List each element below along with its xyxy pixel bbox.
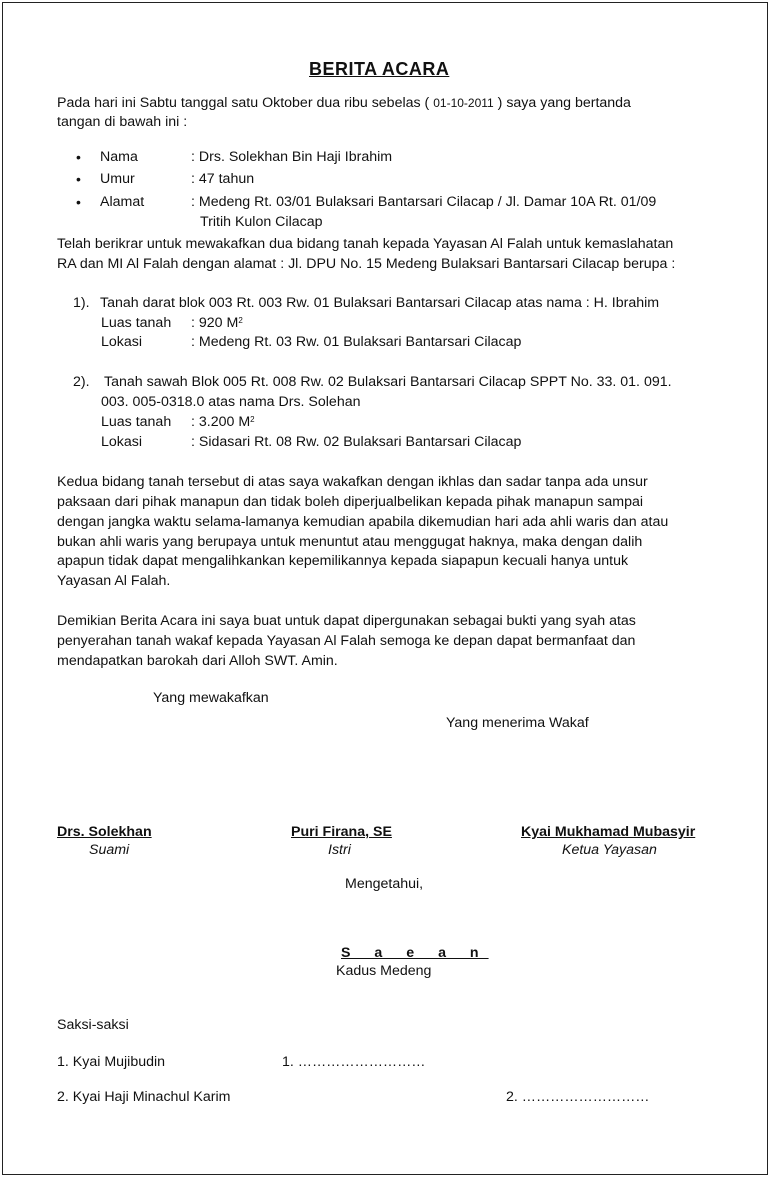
para2-line: mendapatkan barokah dari Alloh SWT. Amin. — [57, 653, 338, 669]
land-2-location-label: Lokasi — [101, 434, 143, 450]
intro-text-b: ) saya yang bertanda — [493, 95, 631, 111]
land-2-area-text: : 3.200 M — [191, 414, 251, 430]
bullet-icon: • — [76, 171, 81, 187]
land-2-description: Tanah sawah Blok 005 Rt. 008 Rw. 02 Bulaksari Bantarsari Cilacap SPPT No. 33. 01. 091. — [104, 374, 672, 390]
witness-1-name: 1. Kyai Mujibudin — [57, 1054, 166, 1070]
witness-2-name: 2. Kyai Haji Minachul Karim — [57, 1089, 231, 1105]
land-1-description: Tanah darat blok 003 Rt. 003 Rw. 01 Bulaksari Bantarsari Cilacap atas nama : H. Ibrahim — [100, 295, 660, 311]
signatory-3-name: Kyai Mukhamad Mubasyir — [521, 824, 696, 840]
land-2-location-value: : Sidasari Rt. 08 Rw. 02 Bulaksari Bantarsari Cilacap — [191, 434, 522, 450]
giver-label: Yang mewakafkan — [153, 690, 269, 706]
para1-line: paksaan dari pihak manapun dan tidak boleh diperjualbelikan kepada pihak manapun sampai — [57, 494, 644, 510]
land-2-area-sup: 2 — [250, 415, 255, 424]
land-1-area-sup: 2 — [238, 316, 243, 325]
land-2-area-label: Luas tanah — [101, 414, 172, 430]
identity-label-age: Umur — [100, 171, 135, 187]
intro-line-1 — [57, 94, 631, 112]
identity-label-name: Nama — [100, 149, 138, 165]
land-2-number: 2). — [73, 374, 90, 390]
signatory-3-role: Ketua Yayasan — [562, 842, 657, 858]
signatory-1-name: Drs. Solekhan — [57, 824, 152, 840]
witness-1-sign: 1. ……………………… — [282, 1054, 426, 1070]
signatory-1-role: Suami — [89, 842, 130, 858]
para1-line: Yayasan Al Falah. — [57, 573, 171, 589]
land-2-description-2: 003. 005-0318.0 atas nama Drs. Solehan — [101, 394, 361, 410]
intro-line-2: tangan di bawah ini : — [57, 114, 188, 130]
land-1-number: 1). — [73, 295, 90, 311]
land-1-location-value: : Medeng Rt. 03 Rw. 01 Bulaksari Bantarsari Cilacap — [191, 334, 522, 350]
bullet-icon: • — [76, 149, 81, 165]
identity-value-address-2: Tritih Kulon Cilacap — [200, 214, 323, 230]
para2-line: Demikian Berita Acara ini saya buat untuk dapat dipergunakan sebagai bukti yang syah atas — [57, 613, 636, 629]
pledge-line-2: RA dan MI Al Falah dengan alamat : Jl. DPU No. 15 Medeng Bulaksari Bantarsari Cilacap berupa : — [57, 256, 676, 272]
document-title: BERITA ACARA — [309, 59, 450, 79]
identity-value-name: : Drs. Solekhan Bin Haji Ibrahim — [191, 149, 393, 165]
identity-value-age: : 47 tahun — [191, 171, 255, 187]
signatory-2-name: Puri Firana, SE — [291, 824, 392, 840]
witness-2-sign: 2. ……………………… — [506, 1089, 650, 1105]
para1-line: apapun tidak dapat mengalihkankan kepemilikannya kepada siapapun kecuali hanya untuk — [57, 553, 629, 569]
identity-label-address: Alamat — [100, 194, 145, 210]
document-page — [2, 2, 768, 1175]
acknowledge-label: Mengetahui, — [345, 876, 424, 892]
para1-line: Kedua bidang tanah tersebut di atas saya wakafkan dengan ikhlas dan sadar tanpa ada unsur — [57, 474, 648, 490]
signatory-2-role: Istri — [328, 842, 351, 858]
identity-value-address: : Medeng Rt. 03/01 Bulaksari Bantarsari Cilacap / Jl. Damar 10A Rt. 01/09 — [191, 194, 657, 210]
witness-title: Saksi-saksi — [57, 1017, 129, 1033]
pledge-line-1: Telah berikrar untuk mewakafkan dua bidang tanah kepada Yayasan Al Falah untuk kemaslahatan — [57, 236, 674, 252]
bullet-icon: • — [76, 194, 81, 210]
land-1-area-value — [191, 314, 243, 332]
kadus-name: S a e a n — [341, 945, 489, 961]
para2-line: penyerahan tanah wakaf kepada Yayasan Al Falah semoga ke depan dapat bermanfaat dan — [57, 633, 636, 649]
kadus-role: Kadus Medeng — [336, 963, 432, 979]
para1-line: bukan ahli waris yang berupaya untuk menuntut atau menggugat haknya, maka dengan dalih — [57, 534, 643, 550]
receiver-label: Yang menerima Wakaf — [446, 715, 589, 731]
intro-date: 01-10-2011 — [433, 96, 494, 110]
para1-line: dengan jangka waktu selama-lamanya kemudian apabila dikemudian hari ada ahli waris dan atau — [57, 514, 669, 530]
intro-text-a: Pada hari ini Sabtu tanggal satu Oktober dua ribu sebelas ( — [57, 95, 434, 111]
land-2-area-value — [191, 413, 255, 431]
land-1-location-label: Lokasi — [101, 334, 143, 350]
land-1-area-text: : 920 M — [191, 315, 239, 331]
land-1-area-label: Luas tanah — [101, 315, 172, 331]
